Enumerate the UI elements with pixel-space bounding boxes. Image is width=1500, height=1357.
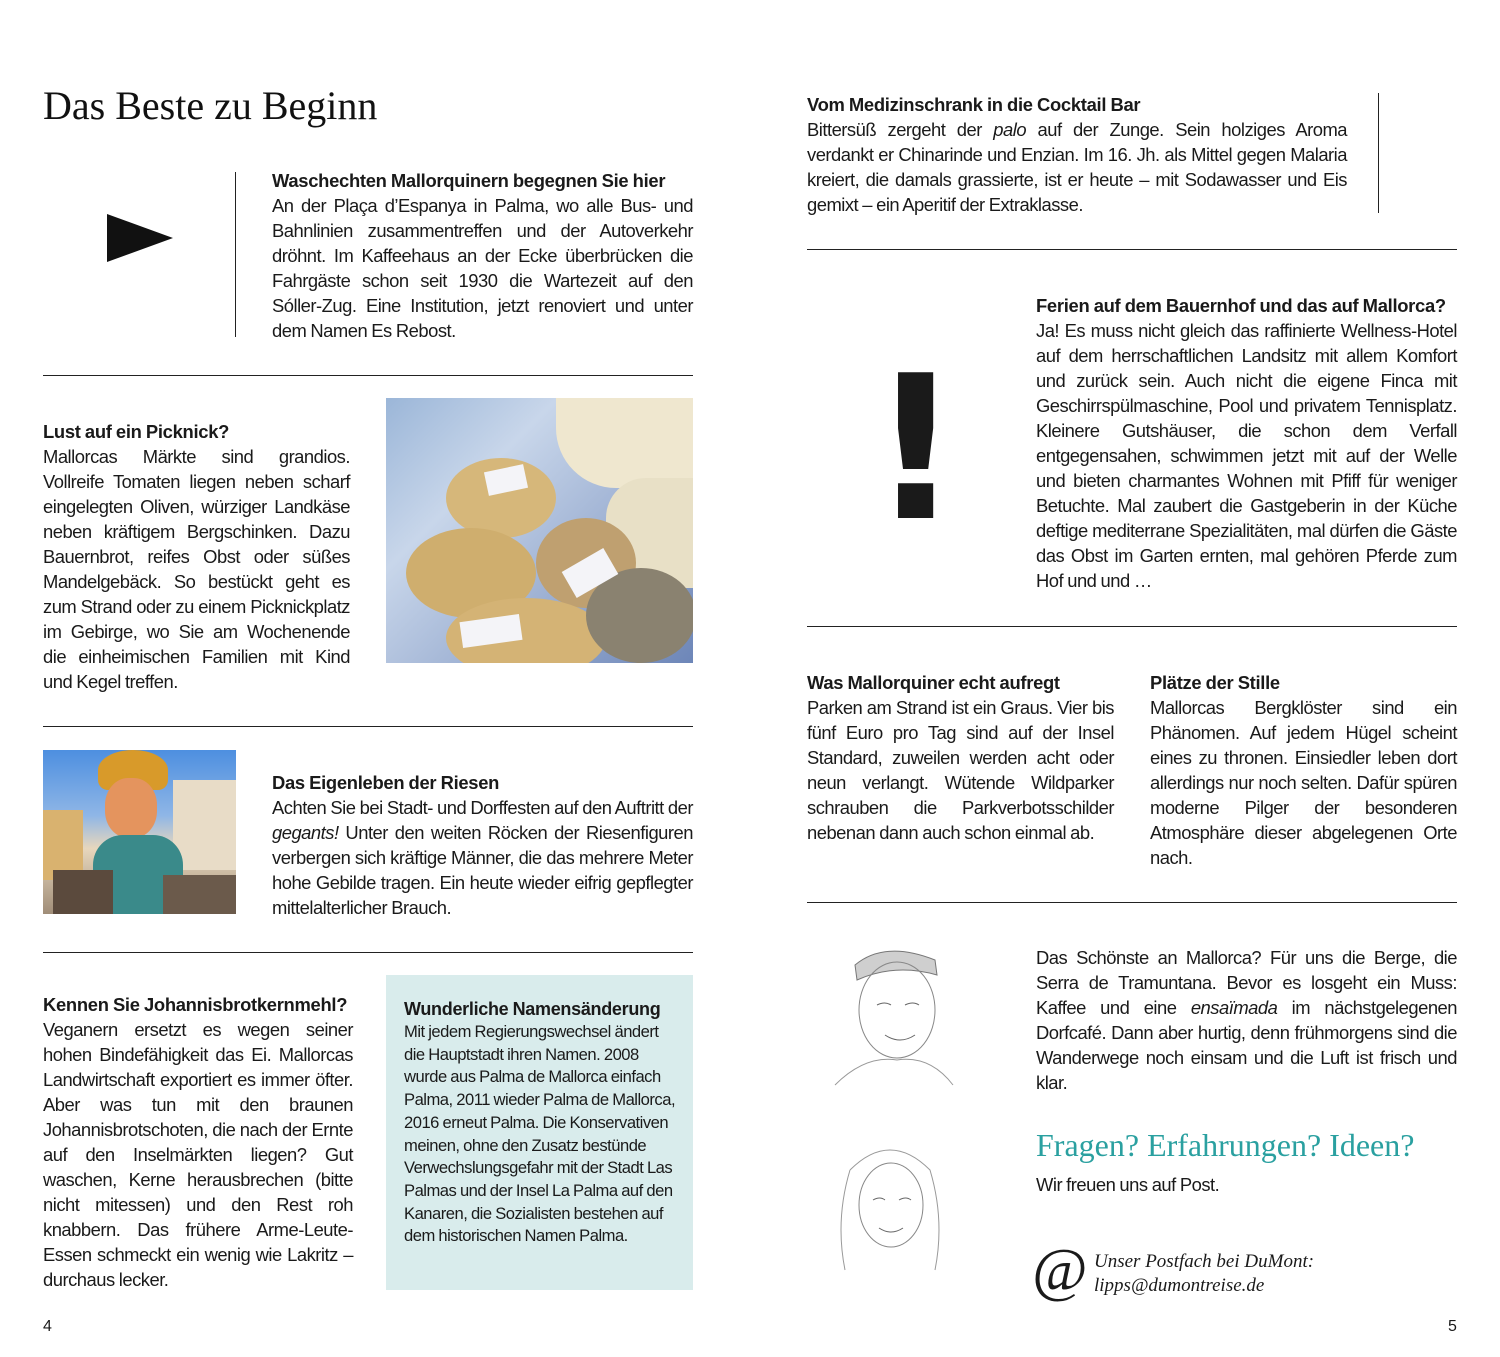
text-italic: palo (993, 119, 1027, 140)
page-title: Das Beste zu Beginn (43, 83, 378, 128)
section-heading: Ferien auf dem Bauernhof und das auf Mallorca? (1036, 295, 1446, 316)
divider (807, 626, 1457, 627)
section-johannis (43, 992, 353, 1292)
section-stille (1150, 670, 1457, 870)
info-box-namen (386, 975, 693, 1290)
section-heading: Was Mallorquiner echt aufregt (807, 672, 1060, 693)
page-number: 5 (1448, 1318, 1457, 1335)
section-heading: Plätze der Stille (1150, 672, 1280, 693)
text-part: Achten Sie bei Stadt- und Dorffesten auf den Auftritt der (272, 797, 693, 818)
section-text: Veganern ersetzt es wegen seiner hohen Bindefähigkeit das Ei. Mallorcas Landwirtschaft exportiert es immer öfter. Aber was tun mit den braunen Johannisbrotschoten, die nach der Ernte auf den Inselmärkten liegen? Gut waschen, Kerne herausbrechen (bitte nicht mitessen) und den Rest roh knabbern. Das frühere Arme-Leute-Essen schmeckt ein wenig wie Lakritz – durchaus lecker. (43, 1019, 353, 1290)
divider (43, 375, 693, 376)
section-text: Mallorcas Märkte sind grandios. Vollreife Tomaten liegen neben scharf eingelegten Oliven, würziger Landkäse neben kräftigem Bergschinken. Dazu Bauernbrot, reifes Obst oder süßes Mandelgebäck. So bestückt geht es zum Strand oder zu einem Picknickplatz im Gebirge, wo Sie am Wochenende die einheimischen Familien mit Kind und Kegel treffen. (43, 446, 350, 692)
arrow-right-icon (107, 214, 173, 264)
cheese-photo (386, 398, 693, 663)
section-text: Mallorcas Bergklöster sind ein Phänomen. Auf jedem Hügel scheint eines zu thronen. Einsiedler leben dort allerdings nur noch selten. Dafür spüren moderne Pilger der besonderen Atmosphäre dieser abgelegenen Orte nach. (1150, 697, 1457, 868)
section-text (272, 795, 693, 920)
author-portrait-woman (815, 1130, 955, 1285)
section-bauernhof (1036, 293, 1457, 593)
section-text (807, 117, 1347, 217)
author-portrait-man (815, 935, 955, 1090)
section-text: Ja! Es muss nicht gleich das raffinierte Wellness-Hotel auf dem herrschaftlichen Landsitz mit allem Komfort und zurück sein. Auch nicht die eigene Finca mit Geschirrspülmaschine, Pool und privatem Tennisplatz. Kleinere Gutshäuser, die schon dem Verfall entgegensahen, schwimmen jetzt mit auf der Welle und bieten charmantes Wohnen mit Pfiff für weniger Betuchte. Mal zaubert die Gastgeberin in der Küche deftige mediterrane Spezialitäten, mal dürfen die Gäste das Obst im Garten ernten, mal gehören Pferde zum Hof und und … (1036, 320, 1457, 591)
section-picknick (43, 419, 350, 694)
contact-subtext: Wir freuen uns auf Post. (1036, 1174, 1220, 1195)
section-riesen (272, 770, 693, 920)
section-heading: Lust auf ein Picknick? (43, 421, 230, 442)
section-mallorquiner (272, 168, 693, 343)
section-cocktail (807, 92, 1347, 217)
divider (43, 726, 693, 727)
section-heading: Waschechten Mallorquinern begegnen Sie hier (272, 170, 666, 191)
text-italic: gegants! (272, 822, 339, 843)
contact-heading: Fragen? Erfahrungen? Ideen? (1036, 1127, 1415, 1163)
email-link[interactable]: lipps@dumontreise.de (1094, 1275, 1265, 1296)
section-heading: Kennen Sie Johannisbrotkernmehl? (43, 994, 348, 1015)
section-aufregt (807, 670, 1114, 845)
divider (807, 249, 1457, 250)
section-text: Mit jedem Regierungswechsel ändert die Hauptstadt ihren Namen. 2008 wurde aus Palma de Mallorca einfach Palma, 2011 wieder Palma de Mallorca, 2016 erneut Palma. Die Konservativen meinen, ohne den Zusatz bestünde Verwechslungsgefahr mit der Stadt Las Palmas und der Insel La Palma auf den Kanaren, die Sozialisten bestehen auf dem historischen Namen Palma. (404, 1022, 676, 1246)
text-part: auf der Zunge. Sein holziges Aroma verdankt er Chinarinde und Enzian. Im 16. Jh. als Mittel gegen Malaria kreiert, die damals grassierte, ist er heute – mit Sodawasser und Eis gemixt – ein Aperitif der Extraklasse. (807, 119, 1347, 215)
section-heading: Das Eigenleben der Riesen (272, 772, 500, 793)
section-text: Parken am Strand ist ein Graus. Vier bis fünf Euro pro Tag sind auf der Insel Standard, zuweilen werden acht oder neun verlangt. Wütende Wildparker schrauben die Parkverbotsschilder nebenan dann auch schon einmal ab. (807, 697, 1114, 843)
authors-note (1036, 945, 1457, 1095)
text-part: im nächstgelegenen Dorfcafé. Dann aber hurtig, denn frühmorgens sind die Wanderwege noch einsam und die Luft ist frisch und klar. (1036, 997, 1458, 1093)
section-heading: Vom Medizinschrank in die Cocktail Bar (807, 94, 1141, 115)
contact-mail (1094, 1250, 1314, 1298)
divider (807, 902, 1457, 903)
mail-label: Unser Postfach bei DuMont: (1094, 1251, 1315, 1272)
at-icon: @ (1032, 1237, 1088, 1303)
divider-vertical (235, 172, 236, 337)
section-text (1036, 945, 1457, 1095)
text-italic: ensaïmada (1190, 997, 1278, 1018)
section-heading: Wunderliche Namensänderung (404, 999, 661, 1019)
text-part: Bittersüß zergeht der (807, 119, 994, 140)
section-text: An der Plaça d’Espanya in Palma, wo alle Bus- und Bahnlinien zusammentreffen und der Autoverkehr dröhnt. Im Kaffeehaus an der Ecke überbrücken die Fahrgäste schon seit 1930 die Wartezeit auf den Sóller-Zug. Eine Institution, jetzt renoviert und unter dem Namen Es Rebost. (272, 195, 693, 341)
text-part: Unter den weiten Röcken der Riesenfiguren verbergen sich kräftige Männer, die das mehrere Meter hohe Gebilde tragen. Ein heute wieder eifrig gepflegter mittelalterlicher Brauch. (272, 822, 693, 918)
divider (43, 952, 693, 953)
divider-vertical (1378, 93, 1379, 213)
giants-photo (43, 750, 236, 914)
page-number: 4 (43, 1318, 52, 1335)
exclamation-icon: ! (870, 333, 962, 566)
text-part: Das Schönste an Mallorca? Für uns die Berge, die Serra de Tramuntana. Bevor es losgeht ein Muss: Kaffee und eine (1036, 947, 1457, 1018)
